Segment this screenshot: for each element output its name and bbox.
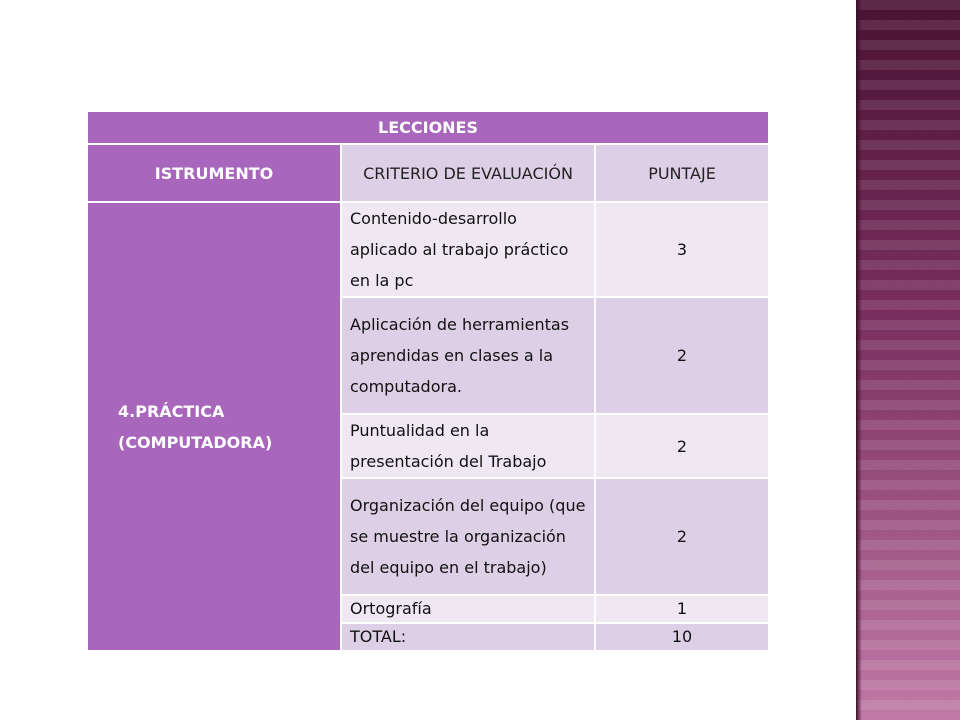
score-cell: 1 — [595, 595, 769, 623]
header-instrument: ISTRUMENTO — [87, 144, 341, 202]
criterion-cell: Organización del equipo (que se muestre la organización del equipo en el trabajo) — [341, 478, 595, 595]
table-row — [87, 202, 769, 297]
criterion-cell: Aplicación de herramientas aprendidas en clases a la computadora. — [341, 297, 595, 414]
score-cell: 3 — [595, 202, 769, 297]
header-criteria: CRITERIO DE EVALUACIÓN — [341, 144, 595, 202]
criterion-cell: Puntualidad en la presentación del Trabajo — [341, 414, 595, 478]
criterion-cell: Contenido-desarrollo aplicado al trabajo práctico en la pc — [341, 202, 595, 297]
criterion-cell: Ortografía — [341, 595, 595, 623]
table-header-row — [87, 144, 769, 202]
table-title: LECCIONES — [87, 111, 769, 144]
score-cell: 2 — [595, 297, 769, 414]
evaluation-rubric-table — [86, 110, 770, 652]
table-title-row — [87, 111, 769, 144]
decorative-side-band — [856, 0, 960, 720]
instrument-cell: 4.PRÁCTICA (COMPUTADORA) — [87, 202, 341, 651]
score-cell: 10 — [595, 623, 769, 651]
header-score: PUNTAJE — [595, 144, 769, 202]
criterion-cell: TOTAL: — [341, 623, 595, 651]
score-cell: 2 — [595, 414, 769, 478]
score-cell: 2 — [595, 478, 769, 595]
